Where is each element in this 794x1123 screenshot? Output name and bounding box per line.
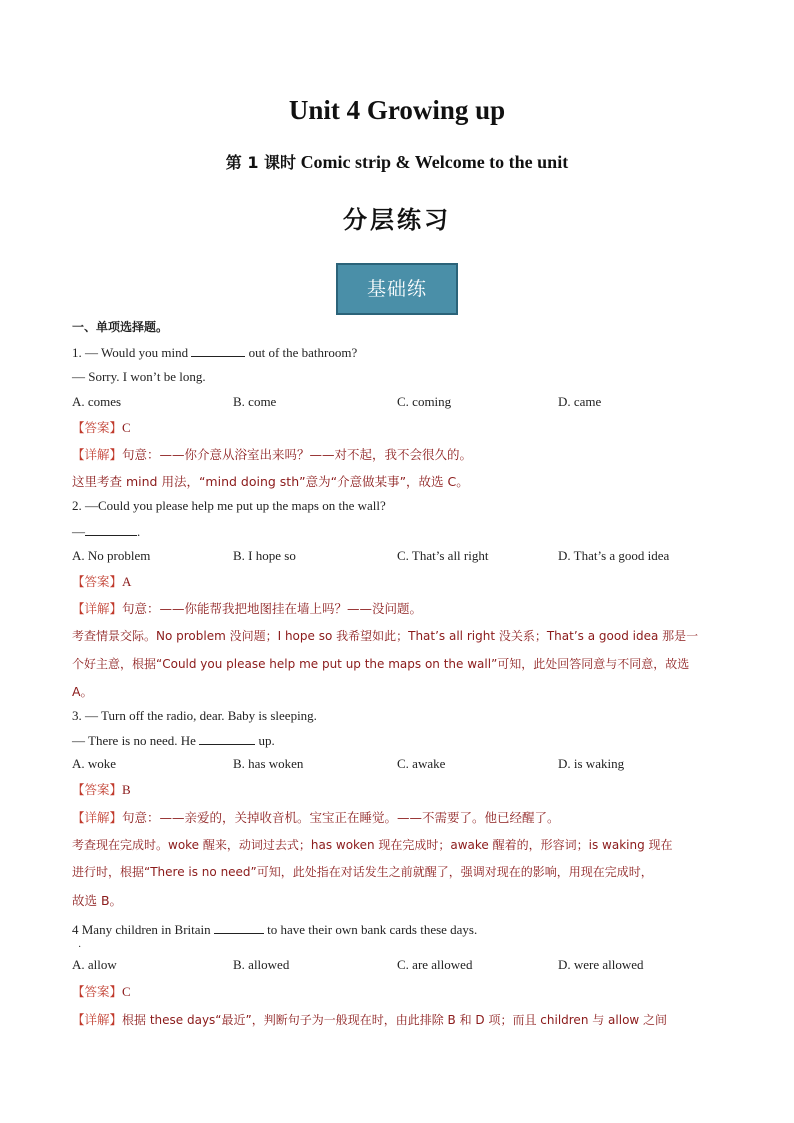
question-2-option-a: A. No problem [72, 548, 151, 563]
question-1-answer: 【答案】C [72, 420, 131, 435]
question-1-detail-line: 这里考查 mind 用法，“mind doing sth”意为“介意做某事”，故选 C。 [72, 474, 469, 489]
question-3-option-b: B. has woken [233, 756, 304, 771]
question-3-option-a: A. woke [72, 756, 117, 771]
question-4-option-a: A. allow [72, 957, 117, 972]
question-1-option-d: D. came [558, 394, 602, 409]
question-2-detail-line: 考查情景交际。No problem 没问题；I hope so 我希望如此；That’s all right 没关系；That’s a good idea 那是一 [72, 629, 699, 643]
question-2-option-d: D. That’s a good idea [558, 548, 670, 563]
question-2-option-c: C. That’s all right [397, 548, 489, 563]
question-2-detail: 【详解】句意：——你能帮我把地图挂在墙上吗？——没问题。 [72, 601, 423, 616]
question-3-reply: — There is no need. He up. [72, 733, 275, 748]
level-badge: 基础练 [336, 263, 458, 315]
answer-blank [199, 732, 255, 745]
question-1-option-a: A. comes [72, 394, 122, 409]
question-4-option-c: C. are allowed [397, 957, 473, 972]
section-heading: 分层练习 [343, 206, 451, 234]
lesson-subtitle [0, 150, 794, 173]
answer-blank [85, 523, 137, 536]
question-3-option-d: D. is waking [558, 756, 625, 771]
question-3-detail: 【详解】句意：——亲爱的，关掉收音机。宝宝正在睡觉。——不需要了。他已经醒了。 [72, 810, 560, 825]
question-3-detail-line: 进行时，根据“There is no need”可知，此处指在对话发生之前就醒了，强调对现在的影响，用现在完成时， [72, 865, 653, 879]
question-2-option-b: B. I hope so [233, 548, 296, 563]
bullet-dot: · [78, 942, 82, 953]
question-4-answer: 【答案】C [72, 984, 131, 999]
question-3-detail-line: 故选 B。 [72, 893, 123, 908]
question-3-detail-line: 考查现在完成时。woke 醒来，动词过去式；has woken 现在完成时；awake 醒着的，形容词；is waking 现在 [72, 838, 673, 852]
question-2-detail-line: 个好主意，根据“Could you please help me put up the maps on the wall”可知，此处回答同意与不同意，故选 [72, 657, 690, 671]
lesson-title: Comic strip & Welcome to the unit [300, 152, 569, 172]
question-4-stem: 4 Many children in Britain to have their own bank cards these days. [72, 922, 478, 937]
question-1-option-c: C. coming [397, 394, 452, 409]
question-2-detail-line: A。 [72, 684, 94, 699]
question-3-answer: 【答案】B [72, 782, 131, 797]
question-1-stem: 1. — Would you mind out of the bathroom? [72, 345, 358, 360]
question-4-option-d: D. were allowed [558, 957, 644, 972]
question-2-reply: — . [72, 524, 141, 539]
question-2-stem: 2. —Could you please help me put up the maps on the wall? [72, 498, 386, 513]
section-title: 一、单项选择题。 [72, 320, 169, 334]
answer-blank [191, 344, 245, 357]
question-4-option-b: B. allowed [233, 957, 290, 972]
answer-blank [214, 921, 264, 934]
question-1-option-b: B. come [233, 394, 277, 409]
question-3-stem: 3. — Turn off the radio, dear. Baby is sleeping. [72, 708, 317, 723]
question-4-detail: 【详解】根据 these days“最近”，判断句子为一般现在时，由此排除 B 和 D 项；而且 children 与 allow 之间 [72, 1012, 668, 1027]
question-3-option-c: C. awake [397, 756, 446, 771]
question-1-reply: — Sorry. I won’t be long. [72, 369, 206, 384]
question-2-answer: 【答案】A [72, 574, 132, 589]
lesson-label: 第 1 课时 [225, 153, 297, 172]
question-1-detail: 【详解】句意：——你介意从浴室出来吗？——对不起，我不会很久的。 [72, 447, 473, 462]
unit-title: Unit 4 Growing up [288, 95, 506, 125]
